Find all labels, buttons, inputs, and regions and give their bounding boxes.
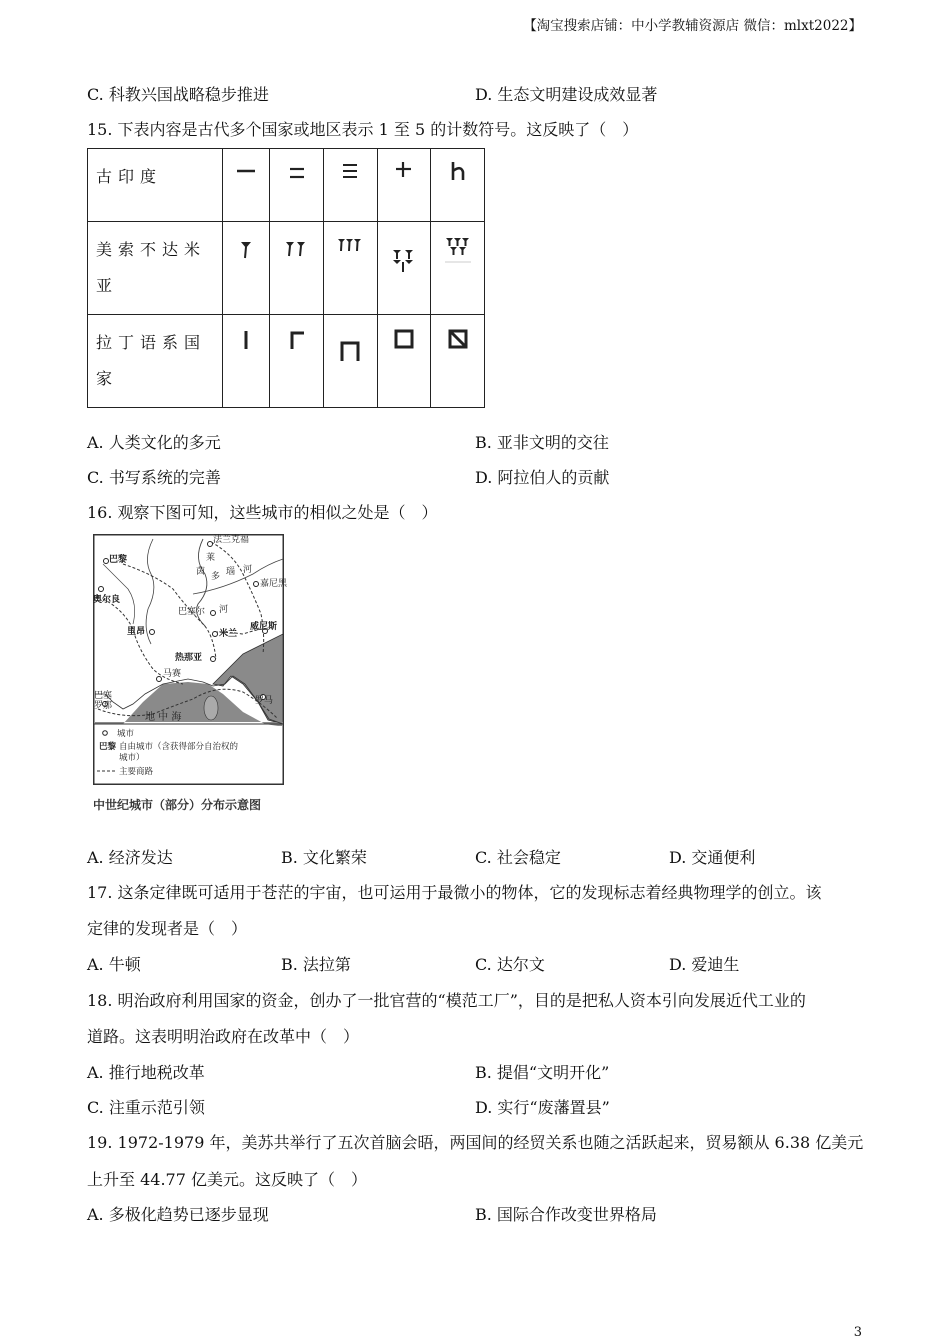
map-label: 巴塞 bbox=[94, 691, 113, 701]
q16-stem: 16. 观察下图可知，这些城市的相似之处是（ ） bbox=[87, 503, 438, 522]
q19-option-a: A. 多极化趋势已逐步显现 bbox=[87, 1205, 269, 1224]
latin-symbol-2 bbox=[270, 315, 324, 408]
map-label: 瑙 bbox=[226, 567, 236, 577]
map-label: 里昂 bbox=[127, 627, 146, 637]
legend-free-city-sample: 巴黎 bbox=[99, 742, 117, 752]
map-sea-label: 地 中 海 bbox=[145, 712, 182, 723]
q18-option-b: B. 提倡“文明开化” bbox=[475, 1063, 610, 1082]
table-row bbox=[88, 315, 485, 408]
q17-stem-line2: 定律的发现者是（ ） bbox=[87, 919, 248, 938]
counting-symbols-table bbox=[87, 148, 485, 408]
latin-symbol-5 bbox=[431, 315, 485, 408]
india-symbol-5 bbox=[431, 149, 485, 222]
mesopotamia-symbol-1 bbox=[223, 222, 270, 315]
india-symbol-3 bbox=[324, 149, 378, 222]
page-header: 【淘宝搜索店铺：中小学教辅资源店 微信：mlxt2022】 bbox=[523, 18, 862, 34]
q17-option-c: C. 达尔文 bbox=[475, 955, 545, 974]
mesopotamia-symbol-5 bbox=[431, 222, 485, 315]
india-symbol-4 bbox=[377, 149, 431, 222]
map-label: 河 bbox=[243, 565, 253, 575]
latin-symbol-1 bbox=[223, 315, 270, 408]
legend-city-icon bbox=[103, 731, 108, 736]
row-label-latin: 拉丁语系国家 bbox=[88, 315, 223, 408]
q18-option-c: C. 注重示范引领 bbox=[87, 1098, 205, 1117]
q15-option-c: C. 书写系统的完善 bbox=[87, 468, 221, 487]
q18-option-d: D. 实行“废藩置县” bbox=[475, 1098, 610, 1117]
q14-option-d: D. 生态文明建设成效显著 bbox=[475, 85, 658, 104]
mesopotamia-symbol-4 bbox=[377, 222, 431, 315]
map-label: 罗马 bbox=[255, 696, 274, 706]
q16-option-b: B. 文化繁荣 bbox=[281, 848, 367, 867]
q16-option-c: C. 社会稳定 bbox=[475, 848, 561, 867]
mesopotamia-symbol-2 bbox=[270, 222, 324, 315]
q17-option-d: D. 爱迪生 bbox=[669, 955, 740, 974]
q15-stem: 15. 下表内容是古代多个国家或地区表示 1 至 5 的计数符号。这反映了（ ） bbox=[87, 120, 639, 139]
map-label: 热那亚 bbox=[175, 653, 203, 663]
map-label: 米兰 bbox=[219, 629, 238, 639]
row-label-india: 古印度 bbox=[88, 149, 223, 222]
legend-city-label: 城市 bbox=[117, 729, 135, 739]
q15-option-b: B. 亚非文明的交往 bbox=[475, 433, 609, 452]
india-symbol-2 bbox=[270, 149, 324, 222]
map-caption: 中世纪城市（部分）分布示意图 bbox=[93, 798, 262, 812]
q15-option-d: D. 阿拉伯人的贡献 bbox=[475, 468, 610, 487]
q19-option-b: B. 国际合作改变世界格局 bbox=[475, 1205, 657, 1224]
medieval-cities-map bbox=[93, 534, 288, 785]
page-number: 3 bbox=[853, 1325, 862, 1340]
legend-route-label: 主要商路 bbox=[119, 767, 154, 777]
q18-option-a: A. 推行地税改革 bbox=[87, 1063, 205, 1082]
q18-stem-line2: 道路。这表明明治政府在改革中（ ） bbox=[87, 1027, 360, 1046]
map-label: 巴塞尔 bbox=[178, 607, 206, 617]
map-label: 威尼斯 bbox=[250, 622, 278, 632]
legend-free-city-label: 自由城市（含获得部分自治权的 bbox=[119, 742, 239, 752]
map-label: 莱 bbox=[206, 553, 216, 563]
map-label: 法兰克福 bbox=[213, 535, 250, 545]
q17-option-a: A. 牛顿 bbox=[87, 955, 141, 974]
map-label: 巴黎 bbox=[109, 555, 128, 565]
map-label: 奥尔良 bbox=[93, 595, 121, 605]
india-symbol-1 bbox=[223, 149, 270, 222]
q16-option-d: D. 交通便利 bbox=[669, 848, 756, 867]
table-row bbox=[88, 149, 485, 222]
q19-stem-line1: 19. 1972-1979 年，美苏共举行了五次首脑会晤，两国间的经贸关系也随之活跃起来，贸易额从 6.38 亿美元 bbox=[87, 1133, 864, 1152]
latin-symbol-4 bbox=[377, 315, 431, 408]
q16-option-a: A. 经济发达 bbox=[87, 848, 173, 867]
q14-option-c: C. 科教兴国战略稳步推进 bbox=[87, 85, 269, 104]
map-label: 罗那 bbox=[94, 701, 113, 711]
map-label: 嘉尼黑 bbox=[260, 579, 288, 589]
q17-option-b: B. 法拉第 bbox=[281, 955, 351, 974]
legend-free-city-label: 城市） bbox=[119, 753, 145, 763]
q17-stem-line1: 17. 这条定律既可适用于苍茫的宇宙，也可运用于最微小的物体，它的发现标志着经典物理学的创立。该 bbox=[87, 883, 822, 902]
mesopotamia-symbol-3 bbox=[324, 222, 378, 315]
map-label: 多 bbox=[211, 572, 221, 582]
table-row bbox=[88, 222, 485, 315]
row-label-mesopotamia: 美索不达米亚 bbox=[88, 222, 223, 315]
latin-symbol-3 bbox=[324, 315, 378, 408]
q15-option-a: A. 人类文化的多元 bbox=[87, 433, 221, 452]
map-label: 马赛 bbox=[163, 669, 182, 679]
q19-stem-line2: 上升至 44.77 亿美元。这反映了（ ） bbox=[87, 1170, 367, 1189]
map-label: 茵 bbox=[196, 567, 206, 577]
map-label: 河 bbox=[219, 605, 229, 615]
q18-stem-line1: 18. 明治政府利用国家的资金，创办了一批官营的“模范工厂”，目的是把私人资本引向发展近代工业的 bbox=[87, 991, 806, 1010]
